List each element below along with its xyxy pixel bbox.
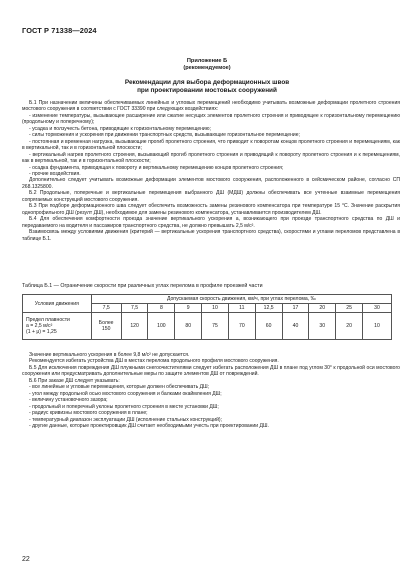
paragraph: Б.2 Продольные, поперечные и вертикальные перемещения выбранного ДШ (МДШ) должны обеспечивать все учтенные взаимные перемещения сопрягаемых конструкций мостового сооружения. <box>22 190 400 203</box>
table-header-angle: 10 <box>202 304 229 313</box>
list-item: - все линейные и угловые перемещения, которые должен обеспечивать ДШ; <box>29 384 210 391</box>
table-cell-speed: 120 <box>121 313 148 340</box>
list-item: - температурный диапазон эксплуатации ДШ (исполнение стальных конструкций); <box>29 416 222 423</box>
table-header-angle: 7,5 <box>121 304 148 313</box>
table-cell-speed: 75 <box>202 313 229 340</box>
alpha-line: 150 <box>101 326 111 332</box>
table-cell-speed: 40 <box>282 313 309 340</box>
table-header-angle: 7,5 <box>91 304 121 313</box>
list-item: - величину установочного зазора; <box>29 397 108 404</box>
table-cell-speed: 70 <box>228 313 255 340</box>
list-item: - вертикальный нагрев пролетного строения, вызывающий прогиб пролетного строения и приводящий к повороту пролетного строения и к перемещениям, как в вертикальной, так и в горизонтальной плоскости; <box>22 151 400 165</box>
table-row <box>23 313 392 340</box>
table-caption: Таблица Б.1 — Ограничение скорости при различных углах перелома в профиле проезжей части <box>22 283 263 289</box>
list-item: - силы торможения и ускорения при движении транспортных средств, вызывающие горизонтальное перемещение; <box>29 132 300 139</box>
paragraph: Дополнительно следует учитывать возможные деформации элементов мостового сооружения, расположенного в сейсмическом районе, согласно СП 268.1325800. <box>22 177 400 190</box>
standard-designation: ГОСТ Р 71338—2024 <box>22 26 97 35</box>
list-item: - постоянная и временная нагрузка, вызывающие прогиб пролетного строения, что приводит к поворотам концов пролетного строения и перемещениям, как в вертикальной, так и в горизонтальной плоскости; <box>22 138 400 152</box>
appendix-label: Приложение Б <box>186 58 228 64</box>
paragraph: Б.1 При назначении величины обеспечиваемых линейных и угловых перемещений необходимо учитывать возможные деформации пролетного строения мостового сооружения в соответствии с ГОСТ 33390 при следующих воздействиях: <box>22 100 400 113</box>
section-title-line-2: при проектировании мостовых сооружений <box>137 87 277 94</box>
list-item: - продольный и поперечный уклоны пролетного строения в месте установки ДШ; <box>29 403 219 410</box>
list-item: - изменение температуры, вызывающее расширение или сжатие несущих элементов пролетного строения и приводящее к горизонтальному перемещению (продольному и поперечному); <box>22 112 400 126</box>
table-header-conditions: Условия движения <box>23 295 92 313</box>
paragraph: Взаимосвязь между условиями движения (критерий — вертикальные ускорения транспортного средства), скоростями и углами переломов представлена в таблице Б.1. <box>22 229 400 242</box>
appendix-note: (рекомендуемое) <box>183 65 231 71</box>
list-item: - другие данные, которые проектировщик ДШ считает необходимыми учесть при проектировании ДШ. <box>29 422 269 429</box>
table-header-angle: 30 <box>362 304 391 313</box>
section-title-line-1: Рекомендации для выбора деформационных швов <box>124 79 290 86</box>
paragraph: Значение вертикального ускорения в более 9,8 м/с² не допускается. <box>29 352 190 358</box>
table-cell-speed: 10 <box>362 313 391 340</box>
table-row-label <box>23 313 92 340</box>
table-cell-speed: 20 <box>336 313 363 340</box>
row-label-line: Предел плавности <box>26 316 70 323</box>
paragraph: Б.4 Для обеспечения комфортности проезда значение вертикального ускорения а, возникающего при проезде транспортного средства по ДШ и передаваемого на водителя и пассажиров транспортного средства, не должно превышать 2,5 м/с². <box>22 216 400 229</box>
paragraph: Б.5 Для исключения повреждения ДШ плужными снегоочистителями следует избегать расположения ДШ в плане под углом 30° к продольной оси мостового сооружения или предусматривать дополнительные меры по защите элементов ДШ от повреждений. <box>22 364 400 378</box>
table-header-angle: 20 <box>309 304 336 313</box>
table-header-angle: 11 <box>228 304 255 313</box>
table-header-angle: 17 <box>282 304 309 313</box>
row-label-line: (1 + μ) = 1,25 <box>26 329 57 336</box>
table-cell-speed: 100 <box>148 313 175 340</box>
table-header-group: Допускаемая скорость движения, км/ч, при углах перелома, ‰ <box>91 295 391 304</box>
alpha-line: Более <box>98 319 114 326</box>
body-text-top <box>22 100 400 242</box>
list-item: - угол между продольной осью мостового сооружения и балками окаймления ДШ; <box>29 390 222 397</box>
paragraph: Б.6 При заказе ДШ следует указывать: <box>29 377 120 384</box>
table-header-angle: 12,5 <box>255 304 282 313</box>
paragraph: Б.3 При подборе деформационного шва следует обеспечить возможность замены резинового компенсатора при температуре 15 °С. Значение раскрытия однопрофильного ДШ (резулт ДШ), необходимое для замены резинового компенсатора, устанавливается производителем ДШ. <box>22 203 400 216</box>
list-item: - прочие воздействия. <box>29 170 81 177</box>
table-header-angle: 8 <box>148 304 175 313</box>
body-text-bottom <box>22 352 400 429</box>
paragraph: Рекомендуется избегать устройства ДШ в местах перелома продольного профиля мостового сооружения. <box>29 358 279 365</box>
list-item: - осадка фундамента, приводящая к повороту и вертикальному перемещению концов пролетного строения; <box>29 164 284 171</box>
table-cell-alpha <box>91 313 121 340</box>
row-label-line: a = 2,5 м/с² <box>26 322 53 329</box>
table-cell-speed: 80 <box>175 313 202 340</box>
list-item: - усадка и ползучесть бетона, приводящие к горизонтальному перемещению; <box>29 125 211 132</box>
table-header-angle: 25 <box>336 304 363 313</box>
list-item: - радиус кривизны мостового сооружения в плане; <box>29 410 148 417</box>
table-cell-speed: 30 <box>309 313 336 340</box>
page-number: 22 <box>22 556 30 563</box>
table-cell-speed: 60 <box>255 313 282 340</box>
table-header-angle: 9 <box>175 304 202 313</box>
speed-limit-table <box>22 294 392 340</box>
